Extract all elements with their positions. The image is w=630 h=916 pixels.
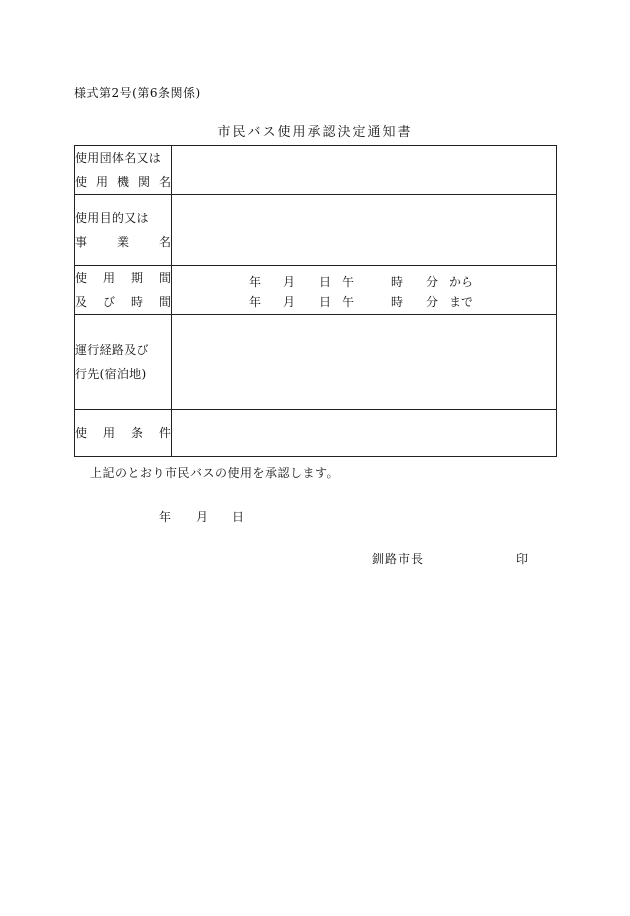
label-spaced-line	[75, 170, 171, 194]
label-char: 及	[75, 295, 88, 309]
label-char: 用	[102, 271, 115, 285]
label-char: 名	[158, 235, 171, 249]
label-char: 事	[75, 235, 88, 249]
label-char: 使	[75, 426, 88, 440]
label-period	[75, 266, 172, 315]
time-row-from: 年 月 日 午 時 分 から	[249, 275, 474, 289]
label-char: 間	[158, 271, 171, 285]
label-char: 条	[130, 426, 143, 440]
time-row-until: 年 月 日 午 時 分 まで	[249, 295, 474, 309]
label-spaced-line	[75, 230, 171, 254]
application-table	[74, 145, 557, 457]
label-char: 用	[102, 426, 115, 440]
table-row	[75, 315, 557, 410]
label-conditions	[75, 410, 172, 457]
label-char: 用	[95, 175, 108, 189]
label-char: 使	[75, 271, 88, 285]
label-char: 期	[130, 271, 143, 285]
approval-statement: 上記のとおり市民バスの使用を承認します。	[90, 466, 340, 480]
label-char: 機	[116, 175, 129, 189]
field-route[interactable]	[172, 315, 557, 410]
label-char: 名	[158, 175, 171, 189]
table-row	[75, 195, 557, 266]
label-char: び	[102, 295, 115, 309]
label-purpose: 使用目的又は 事 業 名	[75, 195, 172, 266]
table-row	[75, 146, 557, 195]
form-number: 様式第2号(第6条関係)	[74, 86, 201, 100]
field-organization[interactable]	[172, 146, 557, 195]
document-title: 市民バス使用承認決定通知書	[217, 125, 413, 140]
label-char: 業	[116, 235, 129, 249]
document-page: 様式第2号(第6条関係) 市民バス使用承認決定通知書 使用団体名又は 使 用 機 関 名 使用目的又は 事 業 名 使 用 期 間 及 び 時 間 年 月 日 午 時 分 から 年 月 日 午 時 分 まで 運行経路及び 行先(宿泊地) 使 用 条 件 上記のとおり市民バスの使用を承認します。 年 月 日 釧路市長 印	[0, 0, 630, 916]
field-conditions[interactable]	[172, 410, 557, 457]
label-spaced-line	[75, 290, 171, 314]
label-char: 関	[137, 175, 150, 189]
label-spaced-line	[75, 421, 171, 445]
label-organization: 使用団体名又は 使 用 機 関 名	[75, 146, 172, 195]
seal-mark: 印	[516, 552, 529, 566]
field-period[interactable]	[172, 266, 557, 315]
label-char: 件	[158, 426, 171, 440]
issuer-name: 釧路市長	[372, 552, 425, 566]
label-char: 時	[130, 295, 143, 309]
field-purpose[interactable]	[172, 195, 557, 266]
label-char: 使	[75, 175, 88, 189]
label-char: 間	[158, 295, 171, 309]
table-row	[75, 266, 557, 315]
table-row	[75, 410, 557, 457]
label-route: 運行経路及び 行先(宿泊地)	[75, 315, 172, 410]
label-spaced-line	[75, 266, 171, 290]
